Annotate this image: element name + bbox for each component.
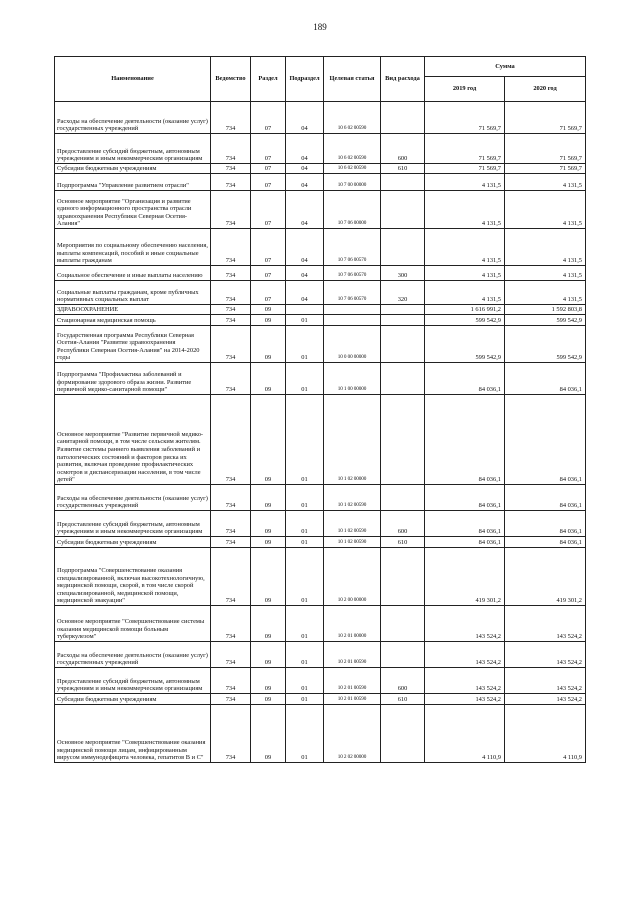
row-sum-2020: 4 131,5 bbox=[505, 174, 586, 191]
row-section: 09 bbox=[251, 548, 286, 606]
row-sum-2019: 84 036,1 bbox=[425, 395, 505, 485]
table-body bbox=[55, 102, 586, 763]
row-sum-2020: 419 301,2 bbox=[505, 548, 586, 606]
row-subsection: 01 bbox=[286, 511, 324, 537]
header-year-2020: 2020 год bbox=[505, 77, 586, 102]
row-subsection: 01 bbox=[286, 642, 324, 668]
row-target-item: 10 1 02 00000 bbox=[324, 395, 381, 485]
table-row bbox=[55, 326, 586, 363]
row-sum-2020: 4 131,5 bbox=[505, 229, 586, 266]
row-target-item: 10 2 01 00590 bbox=[324, 694, 381, 705]
row-section: 07 bbox=[251, 164, 286, 174]
table-row bbox=[55, 281, 586, 305]
row-department: 734 bbox=[211, 606, 251, 642]
row-target-item: 10 6 02 00590 bbox=[324, 102, 381, 134]
row-target-item: 10 1 00 00000 bbox=[324, 363, 381, 395]
table-row bbox=[55, 191, 586, 229]
header-expense-type: Вид расхода bbox=[381, 57, 425, 102]
row-subsection bbox=[286, 305, 324, 315]
row-subsection: 01 bbox=[286, 548, 324, 606]
row-section: 07 bbox=[251, 191, 286, 229]
row-name: Субсидии бюджетным учреждениям bbox=[55, 694, 211, 705]
row-sum-2019: 84 036,1 bbox=[425, 363, 505, 395]
row-name: Подпрограмма "Профилактика заболеваний и формирование здорового образа жизни. Развитие первичной медико-санитарной помощи" bbox=[55, 363, 211, 395]
row-expense-type: 320 bbox=[381, 281, 425, 305]
row-subsection: 04 bbox=[286, 174, 324, 191]
row-sum-2020: 4 131,5 bbox=[505, 281, 586, 305]
row-sum-2019: 1 616 991,2 bbox=[425, 305, 505, 315]
row-name: Мероприятия по социальному обеспечению населения, выплаты компенсаций, пособий и иные социальные выплаты гражданам bbox=[55, 229, 211, 266]
row-target-item: 10 7 06 00570 bbox=[324, 281, 381, 305]
row-expense-type bbox=[381, 326, 425, 363]
table-row bbox=[55, 548, 586, 606]
row-department: 734 bbox=[211, 326, 251, 363]
row-expense-type bbox=[381, 191, 425, 229]
row-department: 734 bbox=[211, 363, 251, 395]
row-section: 09 bbox=[251, 537, 286, 548]
header-sum: Сумма bbox=[425, 57, 586, 77]
row-target-item: 10 6 02 00590 bbox=[324, 164, 381, 174]
row-section: 09 bbox=[251, 315, 286, 326]
row-department: 734 bbox=[211, 537, 251, 548]
row-sum-2019: 4 131,5 bbox=[425, 191, 505, 229]
row-section: 07 bbox=[251, 102, 286, 134]
row-name: Субсидии бюджетным учреждениям bbox=[55, 164, 211, 174]
table-row bbox=[55, 537, 586, 548]
table-row bbox=[55, 694, 586, 705]
row-department: 734 bbox=[211, 102, 251, 134]
row-expense-type bbox=[381, 315, 425, 326]
header-section: Раздел bbox=[251, 57, 286, 102]
row-department: 734 bbox=[211, 694, 251, 705]
row-name: ЗДРАВООХРАНЕНИЕ bbox=[55, 305, 211, 315]
row-department: 734 bbox=[211, 229, 251, 266]
row-sum-2019: 71 569,7 bbox=[425, 134, 505, 164]
row-sum-2020: 84 036,1 bbox=[505, 537, 586, 548]
row-expense-type bbox=[381, 485, 425, 511]
row-sum-2020: 1 592 803,8 bbox=[505, 305, 586, 315]
row-target-item: 10 7 06 00000 bbox=[324, 191, 381, 229]
row-expense-type bbox=[381, 174, 425, 191]
row-expense-type bbox=[381, 705, 425, 763]
row-section: 09 bbox=[251, 694, 286, 705]
row-expense-type: 600 bbox=[381, 668, 425, 694]
row-sum-2019: 599 542,9 bbox=[425, 326, 505, 363]
row-sum-2020: 143 524,2 bbox=[505, 606, 586, 642]
row-sum-2019: 71 569,7 bbox=[425, 164, 505, 174]
row-section: 09 bbox=[251, 326, 286, 363]
row-name: Основное мероприятие "Совершенствование системы оказания медицинской помощи больным туберкулезом" bbox=[55, 606, 211, 642]
row-sum-2020: 4 131,5 bbox=[505, 191, 586, 229]
row-section: 07 bbox=[251, 174, 286, 191]
row-sum-2019: 4 131,5 bbox=[425, 266, 505, 281]
row-target-item: 10 6 02 00590 bbox=[324, 134, 381, 164]
row-name: Расходы на обеспечение деятельности (оказание услуг) государственных учреждений bbox=[55, 642, 211, 668]
row-sum-2020: 84 036,1 bbox=[505, 363, 586, 395]
row-name: Предоставление субсидий бюджетным, автономным учреждениям и иным некоммерческим организациям bbox=[55, 511, 211, 537]
row-name: Расходы на обеспечение деятельности (оказание услуг) государственных учреждений bbox=[55, 485, 211, 511]
row-target-item: 10 7 00 00000 bbox=[324, 174, 381, 191]
page-number: 189 bbox=[313, 22, 327, 32]
row-department: 734 bbox=[211, 395, 251, 485]
row-subsection: 01 bbox=[286, 395, 324, 485]
row-sum-2019: 84 036,1 bbox=[425, 511, 505, 537]
row-sum-2019: 4 131,5 bbox=[425, 174, 505, 191]
row-sum-2019: 143 524,2 bbox=[425, 642, 505, 668]
row-subsection: 01 bbox=[286, 363, 324, 395]
row-sum-2020: 4 110,9 bbox=[505, 705, 586, 763]
table-row bbox=[55, 174, 586, 191]
header-year-2019: 2019 год bbox=[425, 77, 505, 102]
row-section: 09 bbox=[251, 305, 286, 315]
row-section: 09 bbox=[251, 511, 286, 537]
row-target-item: 10 7 06 00570 bbox=[324, 266, 381, 281]
table-row bbox=[55, 485, 586, 511]
table-row bbox=[55, 305, 586, 315]
row-subsection: 01 bbox=[286, 705, 324, 763]
row-department: 734 bbox=[211, 315, 251, 326]
table-row bbox=[55, 102, 586, 134]
row-sum-2019: 143 524,2 bbox=[425, 606, 505, 642]
table-row bbox=[55, 606, 586, 642]
row-expense-type: 610 bbox=[381, 537, 425, 548]
row-name: Основное мероприятие "Организация и развитие единого информационного пространства отрасли здравоохранения Республики Северная Осетия-Алания" bbox=[55, 191, 211, 229]
row-name: Предоставление субсидий бюджетным, автономным учреждениям и иным некоммерческим организациям bbox=[55, 668, 211, 694]
row-subsection: 04 bbox=[286, 281, 324, 305]
row-department: 734 bbox=[211, 668, 251, 694]
row-subsection: 04 bbox=[286, 102, 324, 134]
row-sum-2019: 4 131,5 bbox=[425, 229, 505, 266]
row-target-item: 10 1 02 00590 bbox=[324, 511, 381, 537]
row-expense-type bbox=[381, 363, 425, 395]
row-sum-2019: 4 131,5 bbox=[425, 281, 505, 305]
table-row bbox=[55, 266, 586, 281]
row-department: 734 bbox=[211, 281, 251, 305]
table-row bbox=[55, 705, 586, 763]
header-name: Наименование bbox=[55, 57, 211, 102]
row-subsection: 01 bbox=[286, 694, 324, 705]
row-expense-type bbox=[381, 305, 425, 315]
row-expense-type: 610 bbox=[381, 694, 425, 705]
row-sum-2020: 84 036,1 bbox=[505, 511, 586, 537]
row-department: 734 bbox=[211, 191, 251, 229]
row-subsection: 01 bbox=[286, 537, 324, 548]
row-expense-type bbox=[381, 229, 425, 266]
row-sum-2019: 599 542,9 bbox=[425, 315, 505, 326]
row-target-item: 10 2 01 00590 bbox=[324, 642, 381, 668]
row-name: Расходы на обеспечение деятельности (оказание услуг) государственных учреждений bbox=[55, 102, 211, 134]
row-target-item: 10 1 02 00590 bbox=[324, 485, 381, 511]
row-name: Стационарная медицинская помощь bbox=[55, 315, 211, 326]
row-target-item: 10 2 00 00000 bbox=[324, 548, 381, 606]
row-sum-2020: 71 569,7 bbox=[505, 164, 586, 174]
row-department: 734 bbox=[211, 134, 251, 164]
row-sum-2019: 84 036,1 bbox=[425, 537, 505, 548]
row-target-item: 10 2 02 00000 bbox=[324, 705, 381, 763]
row-section: 09 bbox=[251, 395, 286, 485]
row-subsection: 01 bbox=[286, 668, 324, 694]
header-subsection: Подраздел bbox=[286, 57, 324, 102]
budget-table bbox=[54, 56, 586, 763]
table-row bbox=[55, 395, 586, 485]
row-sum-2019: 71 569,7 bbox=[425, 102, 505, 134]
row-sum-2020: 71 569,7 bbox=[505, 134, 586, 164]
row-expense-type bbox=[381, 642, 425, 668]
row-section: 09 bbox=[251, 668, 286, 694]
row-name: Субсидии бюджетным учреждениям bbox=[55, 537, 211, 548]
row-sum-2020: 143 524,2 bbox=[505, 668, 586, 694]
row-subsection: 04 bbox=[286, 191, 324, 229]
row-subsection: 01 bbox=[286, 326, 324, 363]
header-department: Ведомство bbox=[211, 57, 251, 102]
row-sum-2020: 4 131,5 bbox=[505, 266, 586, 281]
row-department: 734 bbox=[211, 305, 251, 315]
row-expense-type bbox=[381, 102, 425, 134]
row-target-item bbox=[324, 305, 381, 315]
row-department: 734 bbox=[211, 548, 251, 606]
row-target-item: 10 2 01 00000 bbox=[324, 606, 381, 642]
row-sum-2020: 84 036,1 bbox=[505, 395, 586, 485]
row-section: 07 bbox=[251, 229, 286, 266]
table-row bbox=[55, 363, 586, 395]
row-department: 734 bbox=[211, 164, 251, 174]
row-section: 09 bbox=[251, 606, 286, 642]
row-section: 09 bbox=[251, 363, 286, 395]
row-sum-2019: 84 036,1 bbox=[425, 485, 505, 511]
row-expense-type bbox=[381, 395, 425, 485]
row-subsection: 01 bbox=[286, 315, 324, 326]
row-department: 734 bbox=[211, 705, 251, 763]
row-subsection: 04 bbox=[286, 134, 324, 164]
row-sum-2020: 84 036,1 bbox=[505, 485, 586, 511]
row-subsection: 01 bbox=[286, 485, 324, 511]
row-subsection: 04 bbox=[286, 164, 324, 174]
row-sum-2020: 71 569,7 bbox=[505, 102, 586, 134]
table-row bbox=[55, 134, 586, 164]
row-sum-2020: 599 542,9 bbox=[505, 326, 586, 363]
row-subsection: 04 bbox=[286, 266, 324, 281]
row-subsection: 04 bbox=[286, 229, 324, 266]
row-name: Социальные выплаты гражданам, кроме публичных нормативных социальных выплат bbox=[55, 281, 211, 305]
row-name: Основное мероприятие "Развитие первичной медико-санитарной помощи, в том числе сельским жителям. Развитие системы раннего выявления заболеваний и патологических состояний и факторов риска их развития, включая проведение профилактических осмотров и диспансеризации населения, в том числе детей" bbox=[55, 395, 211, 485]
row-section: 07 bbox=[251, 266, 286, 281]
row-department: 734 bbox=[211, 266, 251, 281]
row-sum-2020: 143 524,2 bbox=[505, 694, 586, 705]
row-expense-type bbox=[381, 606, 425, 642]
row-department: 734 bbox=[211, 174, 251, 191]
table-row bbox=[55, 315, 586, 326]
row-expense-type bbox=[381, 548, 425, 606]
row-subsection: 01 bbox=[286, 606, 324, 642]
row-sum-2019: 143 524,2 bbox=[425, 694, 505, 705]
row-sum-2020: 599 542,9 bbox=[505, 315, 586, 326]
row-department: 734 bbox=[211, 642, 251, 668]
row-name: Подпрограмма "Совершенствование оказания специализированной, включая высокотехнологичную, медицинской помощи, скорой, в том числе скорой специализированной, медицинской помощи, медицинской эвакуации" bbox=[55, 548, 211, 606]
row-expense-type: 610 bbox=[381, 164, 425, 174]
row-department: 734 bbox=[211, 485, 251, 511]
row-sum-2019: 143 524,2 bbox=[425, 668, 505, 694]
table-row bbox=[55, 229, 586, 266]
row-section: 09 bbox=[251, 642, 286, 668]
row-section: 09 bbox=[251, 705, 286, 763]
row-name: Основное мероприятие "Совершенствование оказания медицинской помощи лицам, инфицированным вирусом иммунодефицита человека, гепатитов В и С" bbox=[55, 705, 211, 763]
row-department: 734 bbox=[211, 511, 251, 537]
header-target-item: Целевая статья bbox=[324, 57, 381, 102]
row-sum-2019: 419 301,2 bbox=[425, 548, 505, 606]
row-expense-type: 300 bbox=[381, 266, 425, 281]
row-target-item: 10 0 00 00000 bbox=[324, 326, 381, 363]
row-expense-type: 600 bbox=[381, 511, 425, 537]
row-name: Предоставление субсидий бюджетным, автономным учреждениям и иным некоммерческим организациям bbox=[55, 134, 211, 164]
row-expense-type: 600 bbox=[381, 134, 425, 164]
row-section: 09 bbox=[251, 485, 286, 511]
row-target-item bbox=[324, 315, 381, 326]
table-row bbox=[55, 164, 586, 174]
row-sum-2020: 143 524,2 bbox=[505, 642, 586, 668]
row-sum-2019: 4 110,9 bbox=[425, 705, 505, 763]
row-target-item: 10 1 02 00590 bbox=[324, 537, 381, 548]
table-row bbox=[55, 642, 586, 668]
row-section: 07 bbox=[251, 134, 286, 164]
row-name: Государственная программа Республики Северная Осетия-Алания "Развитие здравоохранения Республики Северная Осетия-Алания" на 2014-2020 годы bbox=[55, 326, 211, 363]
table-row bbox=[55, 668, 586, 694]
row-section: 07 bbox=[251, 281, 286, 305]
table-row bbox=[55, 511, 586, 537]
row-target-item: 10 7 06 00570 bbox=[324, 229, 381, 266]
row-name: Социальное обеспечение и иные выплаты населению bbox=[55, 266, 211, 281]
row-target-item: 10 2 01 00590 bbox=[324, 668, 381, 694]
row-name: Подпрограмма "Управление развитием отрасли" bbox=[55, 174, 211, 191]
